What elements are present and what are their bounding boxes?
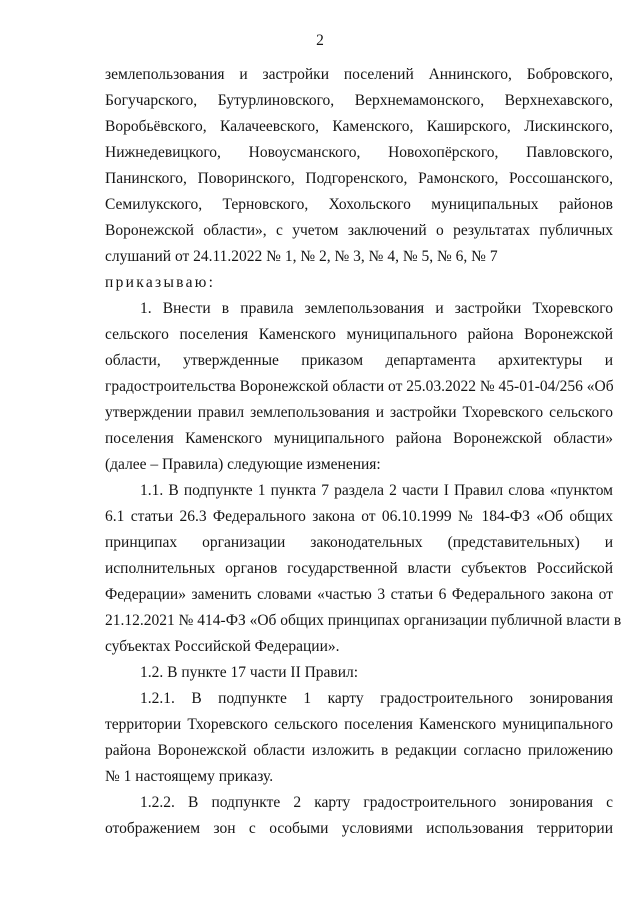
text-line: землепользования и застройки поселений Аннинского, Бобровского, xyxy=(105,66,613,83)
text-line: Воробьёвского, Калачеевского, Каменского, Каширского, Лискинского, xyxy=(105,118,613,135)
text-line: области, утвержденные приказом департамента архитектуры и xyxy=(105,352,613,369)
text-line: Семилукского, Терновского, Хохольского муниципальных районов xyxy=(105,196,613,213)
text-line: субъектах Российской Федерации». xyxy=(105,638,340,655)
paragraph-first-line: 1.2.2. В подпункте 2 карту градостроительного зонирования с xyxy=(140,794,613,811)
text-line: (далее – Правила) следующие изменения: xyxy=(105,456,381,473)
text-line: принципах организации законодательных (представительных) и xyxy=(105,534,613,551)
text-line: Воронежской области», с учетом заключений о результатах публичных xyxy=(105,222,613,239)
paragraph-first-line: 1. Внести в правила землепользования и застройки Тхоревского xyxy=(140,300,613,317)
paragraph-first-line: 1.2.1. В подпункте 1 карту градостроительного зонирования xyxy=(140,690,613,707)
text-line: Федерации» заменить словами «частью 3 статьи 6 Федерального закона от xyxy=(105,586,613,603)
text-line: № 1 настоящему приказу. xyxy=(105,768,274,785)
text-line: 21.12.2021 № 414-ФЗ «Об общих принципах организации публичной власти в xyxy=(105,612,622,629)
order-word: приказываю: xyxy=(105,274,216,291)
text-line: сельского поселения Каменского муниципального района Воронежской xyxy=(105,326,613,343)
text-line: градостроительства Воронежской области от 25.03.2022 № 45-01-04/256 «Об xyxy=(105,378,614,395)
text-line: утверждении правил землепользования и застройки Тхоревского сельского xyxy=(105,404,613,421)
paragraph-first-line: 1.1. В подпункте 1 пункта 7 раздела 2 части I Правил слова «пунктом xyxy=(140,482,613,499)
page-number: 2 xyxy=(316,32,324,49)
text-line: отображением зон с особыми условиями использования территории xyxy=(105,820,613,837)
text-line: Панинского, Поворинского, Подгоренского, Рамонского, Россошанского, xyxy=(105,170,613,187)
text-line: Нижнедевицкого, Новоусманского, Новохопёрского, Павловского, xyxy=(105,144,613,161)
text-line: 6.1 статьи 26.3 Федерального закона от 06.10.1999 № 184-ФЗ «Об общих xyxy=(105,508,613,525)
text-line: территории Тхоревского сельского поселения Каменского муниципального xyxy=(105,716,613,733)
text-line: Богучарского, Бутурлиновского, Верхнемамонского, Верхнехавского, xyxy=(105,92,613,109)
paragraph-first-line: 1.2. В пункте 17 части II Правил: xyxy=(140,664,359,681)
text-line: слушаний от 24.11.2022 № 1, № 2, № 3, № 4, № 5, № 6, № 7 xyxy=(105,248,498,265)
text-line: поселения Каменского муниципального района Воронежской области» xyxy=(105,430,613,447)
text-line: исполнительных органов государственной власти субъектов Российской xyxy=(105,560,613,577)
text-line: района Воронежской области изложить в редакции согласно приложению xyxy=(105,742,613,759)
